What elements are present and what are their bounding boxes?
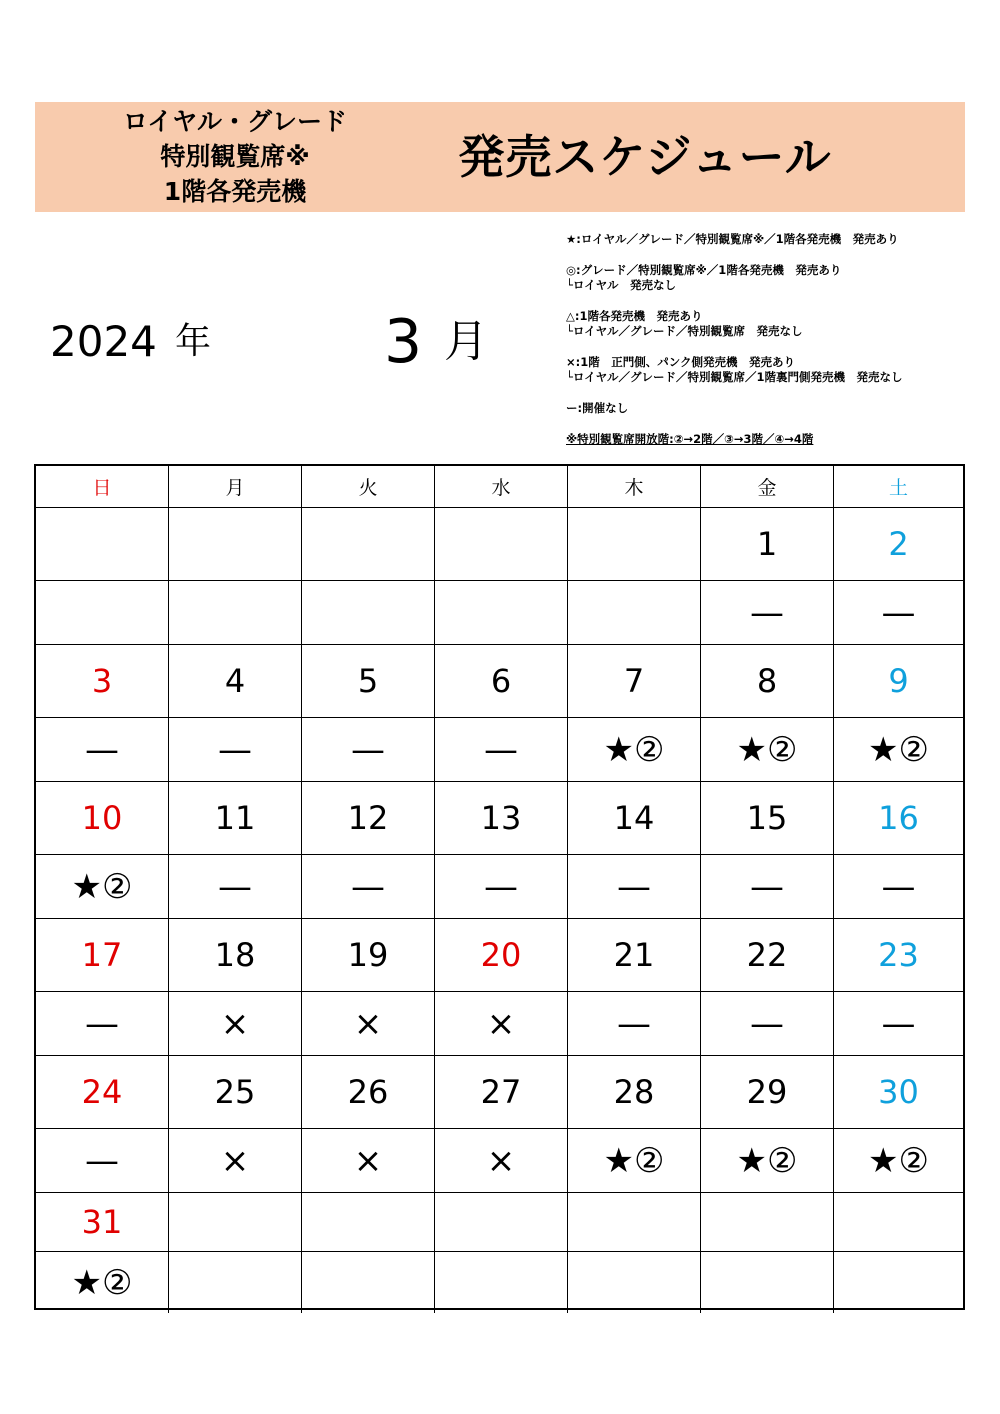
sale-status: ×: [169, 992, 302, 1055]
week-status-row: [36, 1252, 963, 1313]
sale-status: —: [169, 855, 302, 918]
day-number: 3: [36, 645, 169, 717]
day-number: 21: [568, 919, 701, 991]
sale-status: [169, 581, 302, 644]
sale-status: [302, 581, 435, 644]
day-number: 20: [435, 919, 568, 991]
sale-status: ★②: [36, 855, 169, 918]
sale-status: [302, 1252, 435, 1313]
day-number: [435, 508, 568, 580]
day-number: [302, 1193, 435, 1251]
sale-status: ×: [435, 1129, 568, 1192]
week-day-row: [36, 1193, 963, 1252]
week-status-row: [36, 992, 963, 1056]
day-number: [834, 1193, 963, 1251]
legend-item: ◎:グレード／特別観覧席※／1階各発売機 発売あり: [566, 263, 842, 277]
month-label: 月: [444, 316, 488, 367]
day-number: [169, 508, 302, 580]
weekday-header: 木: [568, 466, 701, 507]
weekday-header: 金: [701, 466, 834, 507]
sale-status: —: [435, 855, 568, 918]
legend-item: △:1階各発売機 発売あり: [566, 309, 703, 323]
sale-status: —: [701, 992, 834, 1055]
day-number: 28: [568, 1056, 701, 1128]
day-number: 1: [701, 508, 834, 580]
sale-status: ★②: [568, 718, 701, 781]
sale-status: —: [36, 992, 169, 1055]
day-number: 6: [435, 645, 568, 717]
weekday-header-row: [36, 466, 963, 508]
venue-line: ロイヤル・グレード: [122, 107, 347, 136]
weekday-header: 水: [435, 466, 568, 507]
weekday-header: 月: [169, 466, 302, 507]
sale-status: —: [701, 581, 834, 644]
day-number: 9: [888, 662, 909, 700]
venue-line: 1階各発売機: [163, 177, 307, 206]
week-day-row: [36, 782, 963, 855]
sale-status: —: [881, 1003, 916, 1044]
sale-status: [435, 581, 568, 644]
day-number: 31: [36, 1193, 169, 1251]
day-number: [36, 508, 169, 580]
sale-status: ×: [302, 1129, 435, 1192]
sale-status: —: [36, 718, 169, 781]
sale-status: —: [169, 718, 302, 781]
sale-status: —: [568, 992, 701, 1055]
day-number: 7: [568, 645, 701, 717]
week-day-row: [36, 919, 963, 992]
year-label: 年: [175, 321, 212, 362]
weekday-header: 日: [36, 466, 169, 507]
sale-status: —: [302, 855, 435, 918]
header-banner: [35, 102, 965, 212]
sale-status: —: [568, 855, 701, 918]
venue-label: [105, 104, 365, 209]
day-number: 12: [302, 782, 435, 854]
sale-status: [834, 1252, 963, 1313]
legend-item: ★:ロイヤル／グレード／特別観覧席※／1階各発売機 発売あり: [566, 232, 899, 246]
day-number: 4: [169, 645, 302, 717]
day-number: [169, 1193, 302, 1251]
day-number: 15: [701, 782, 834, 854]
day-number: 14: [568, 782, 701, 854]
sale-status: ★②: [701, 1129, 834, 1192]
sale-status: [701, 1252, 834, 1313]
sale-status: ★②: [868, 729, 929, 770]
day-number: 23: [878, 936, 919, 974]
sale-status: —: [36, 1129, 169, 1192]
venue-line: 特別観覧席※: [160, 142, 310, 171]
page-title: 発売スケジュール: [458, 130, 832, 184]
weekday-header: 火: [302, 466, 435, 507]
day-number: 29: [701, 1056, 834, 1128]
day-number: 13: [435, 782, 568, 854]
day-number: [701, 1193, 834, 1251]
sale-status: —: [435, 718, 568, 781]
sale-status: —: [701, 855, 834, 918]
day-number: 17: [36, 919, 169, 991]
sale-status: [36, 581, 169, 644]
calendar-grid: [34, 464, 965, 1310]
day-number: 18: [169, 919, 302, 991]
day-number: [568, 1193, 701, 1251]
week-status-row: [36, 1129, 963, 1193]
legend-item: └ロイヤル／グレード／特別観覧席／1階裏門側発売機 発売なし: [566, 370, 903, 384]
week-day-row: [36, 508, 963, 581]
day-number: 30: [878, 1073, 919, 1111]
legend-item: ー:開催なし: [566, 401, 629, 415]
month-value: 3: [384, 307, 423, 377]
sale-status: ×: [435, 992, 568, 1055]
sale-status: ×: [169, 1129, 302, 1192]
day-number: 22: [701, 919, 834, 991]
sale-status: [568, 1252, 701, 1313]
week-day-row: [36, 645, 963, 718]
sale-status: [169, 1252, 302, 1313]
legend-item: └ロイヤル／グレード／特別観覧席 発売なし: [566, 324, 803, 338]
week-status-row: [36, 855, 963, 919]
day-number: [435, 1193, 568, 1251]
day-number: 25: [169, 1056, 302, 1128]
day-number: 11: [169, 782, 302, 854]
day-number: 26: [302, 1056, 435, 1128]
sale-status: ★②: [36, 1252, 169, 1313]
legend: [566, 232, 986, 447]
sale-status: ★②: [568, 1129, 701, 1192]
day-number: 5: [302, 645, 435, 717]
day-number: 19: [302, 919, 435, 991]
week-day-row: [36, 1056, 963, 1129]
day-number: 2: [888, 525, 909, 563]
sale-status: ×: [302, 992, 435, 1055]
legend-note: ※特別観覧席開放階:②→2階／③→3階／④→4階: [566, 432, 814, 446]
sale-status: —: [881, 592, 916, 633]
day-number: 16: [878, 799, 919, 837]
sale-status: [435, 1252, 568, 1313]
year-value: 2024: [50, 317, 157, 366]
day-number: 27: [435, 1056, 568, 1128]
sale-status: ★②: [868, 1140, 929, 1181]
sale-status: —: [302, 718, 435, 781]
legend-item: ×:1階 正門側、パンク側発売機 発売あり: [566, 355, 796, 369]
weekday-header: 土: [888, 477, 908, 499]
day-number: [568, 508, 701, 580]
week-status-row: [36, 718, 963, 782]
week-status-row: [36, 581, 963, 645]
day-number: 24: [36, 1056, 169, 1128]
day-number: [302, 508, 435, 580]
sale-status: [568, 581, 701, 644]
day-number: 8: [701, 645, 834, 717]
sale-status: —: [881, 866, 916, 907]
legend-item: └ロイヤル 発売なし: [566, 278, 676, 292]
sale-status: ★②: [701, 718, 834, 781]
day-number: 10: [36, 782, 169, 854]
